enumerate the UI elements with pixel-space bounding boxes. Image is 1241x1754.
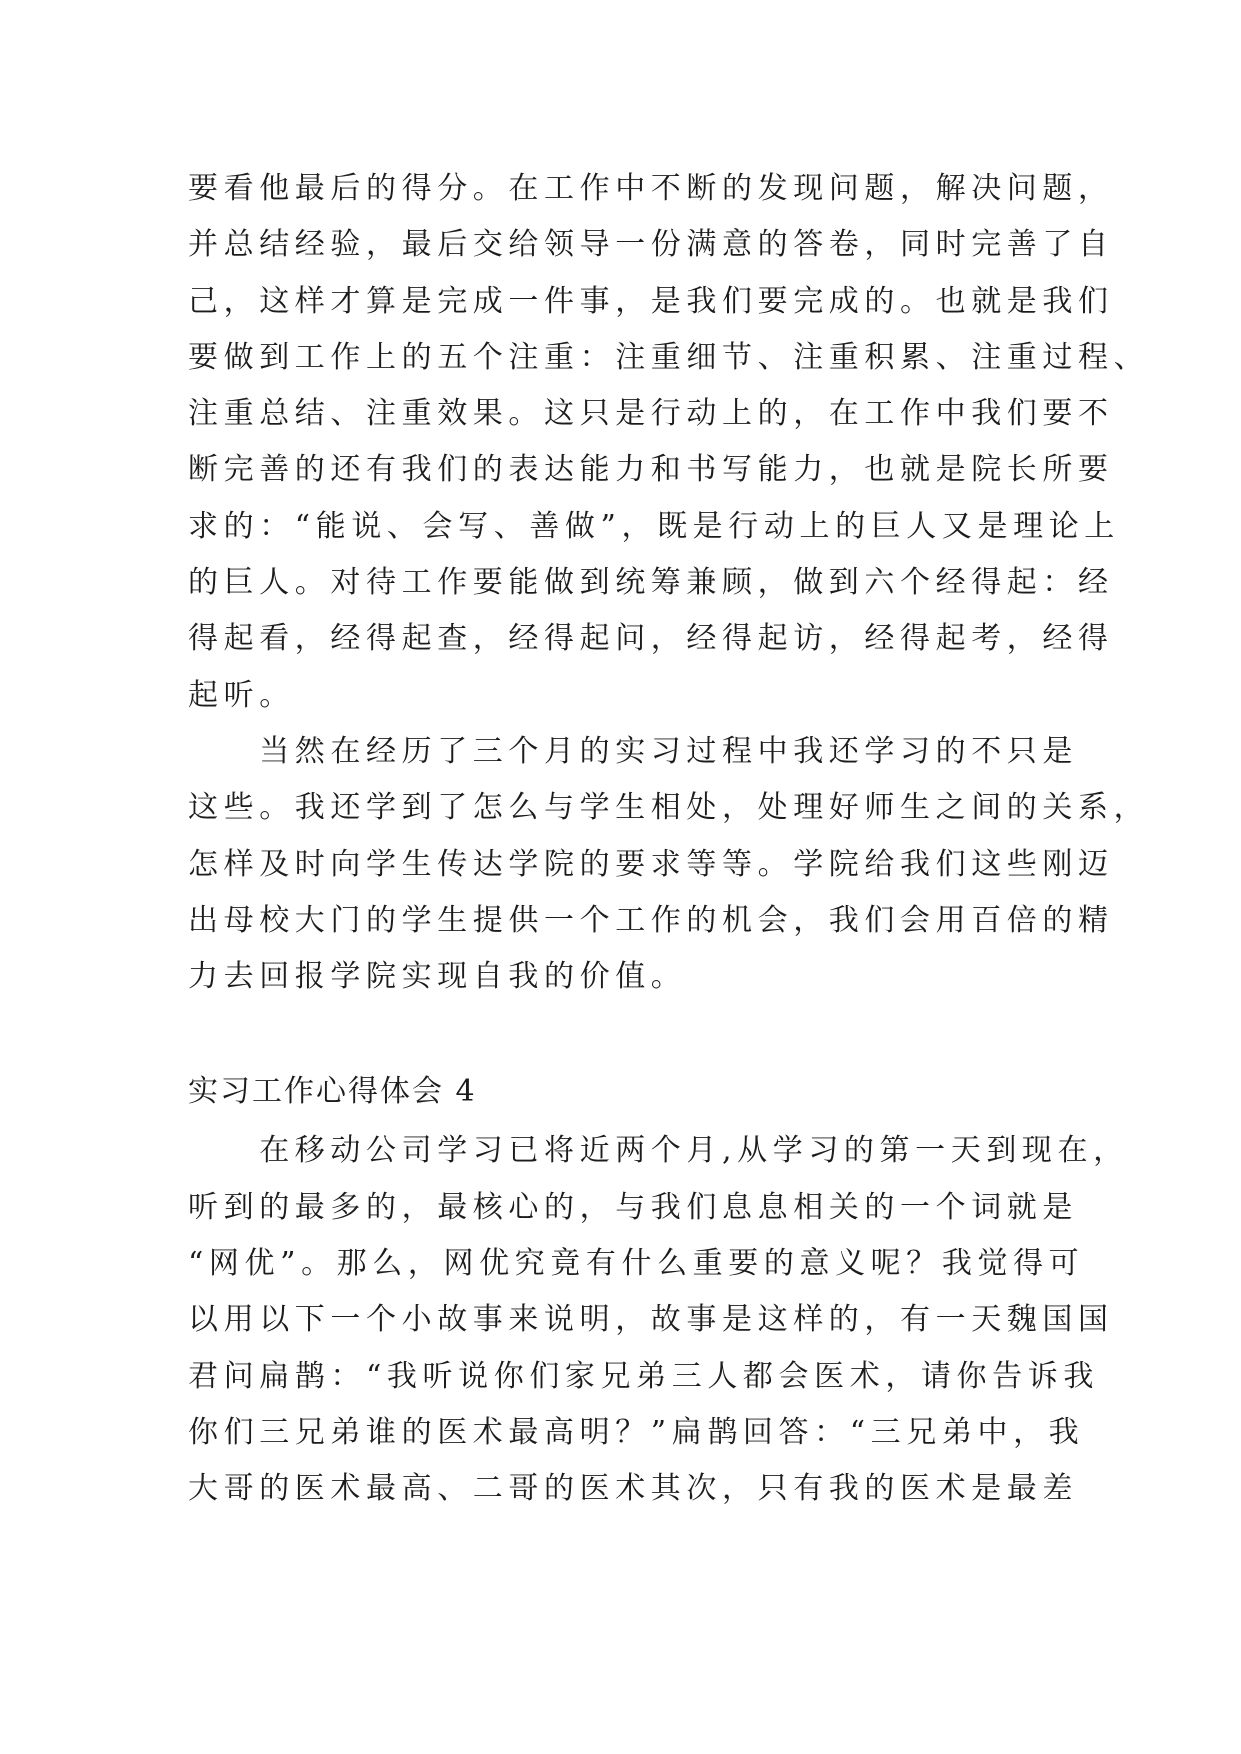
section-heading: 实习工作心得体会 4 [188,1074,477,1110]
text-line: 听到的最多的，最核心的，与我们息息相关的一个词就是 [188,1189,1078,1225]
text-line: 要做到工作上的五个注重：注重细节、注重积累、注重过程、 [188,339,1150,375]
text-line: 你们三兄弟谁的医术最高明？”扁鹊回答：“三兄弟中，我 [188,1414,1085,1450]
text-line: 断完善的还有我们的表达能力和书写能力，也就是院长所要 [188,452,1114,488]
paragraph [188,724,1150,1005]
text-line: 力去回报学院实现自我的价值。 [188,959,687,995]
text-line: “网优”。那么，网优究竟有什么重要的意义呢？我觉得可 [188,1246,1085,1282]
text-line: 得起看，经得起查，经得起问，经得起访，经得起考，经得 [188,621,1114,657]
text-line: 求的：“能说、会写、善做”，既是行动上的巨人又是理论上 [188,508,1120,544]
paragraph-spacer [188,1005,1054,1061]
text-line: 以用以下一个小故事来说明，故事是这样的，有一天魏国国 [188,1302,1114,1338]
text-line: 并总结经验，最后交给领导一份满意的答卷，同时完善了自 [188,227,1114,263]
text-line: 起听。 [188,677,295,713]
document-body [188,161,1150,1518]
text-line: 君问扁鹊：“我听说你们家兄弟三人都会医术，请你告诉我 [188,1358,1099,1394]
text-line: 怎样及时向学生传达学院的要求等等。学院给我们这些刚迈 [188,846,1114,882]
paragraph [188,161,1150,724]
text-line: 己，这样才算是完成一件事，是我们要完成的。也就是我们 [188,283,1114,319]
text-line: 在移动公司学习已将近两个月,从学习的第一天到现在， [188,1133,1129,1169]
text-line: 注重总结、注重效果。这只是行动上的，在工作中我们要不 [188,396,1114,432]
text-line: 出母校大门的学生提供一个工作的机会，我们会用百倍的精 [188,902,1114,938]
paragraph [188,1123,1129,1517]
text-line: 要看他最后的得分。在工作中不断的发现问题，解决问题， [188,171,1114,206]
text-line: 这些。我还学到了怎么与学生相处，处理好师生之间的关系， [188,790,1150,826]
text-line: 大哥的医术最高、二哥的医术其次，只有我的医术是最差 [188,1471,1078,1507]
text-line: 的巨人。对待工作要能做到统筹兼顾，做到六个经得起：经 [188,565,1114,601]
text-line: 当然在经历了三个月的实习过程中我还学习的不只是 [188,733,1078,769]
